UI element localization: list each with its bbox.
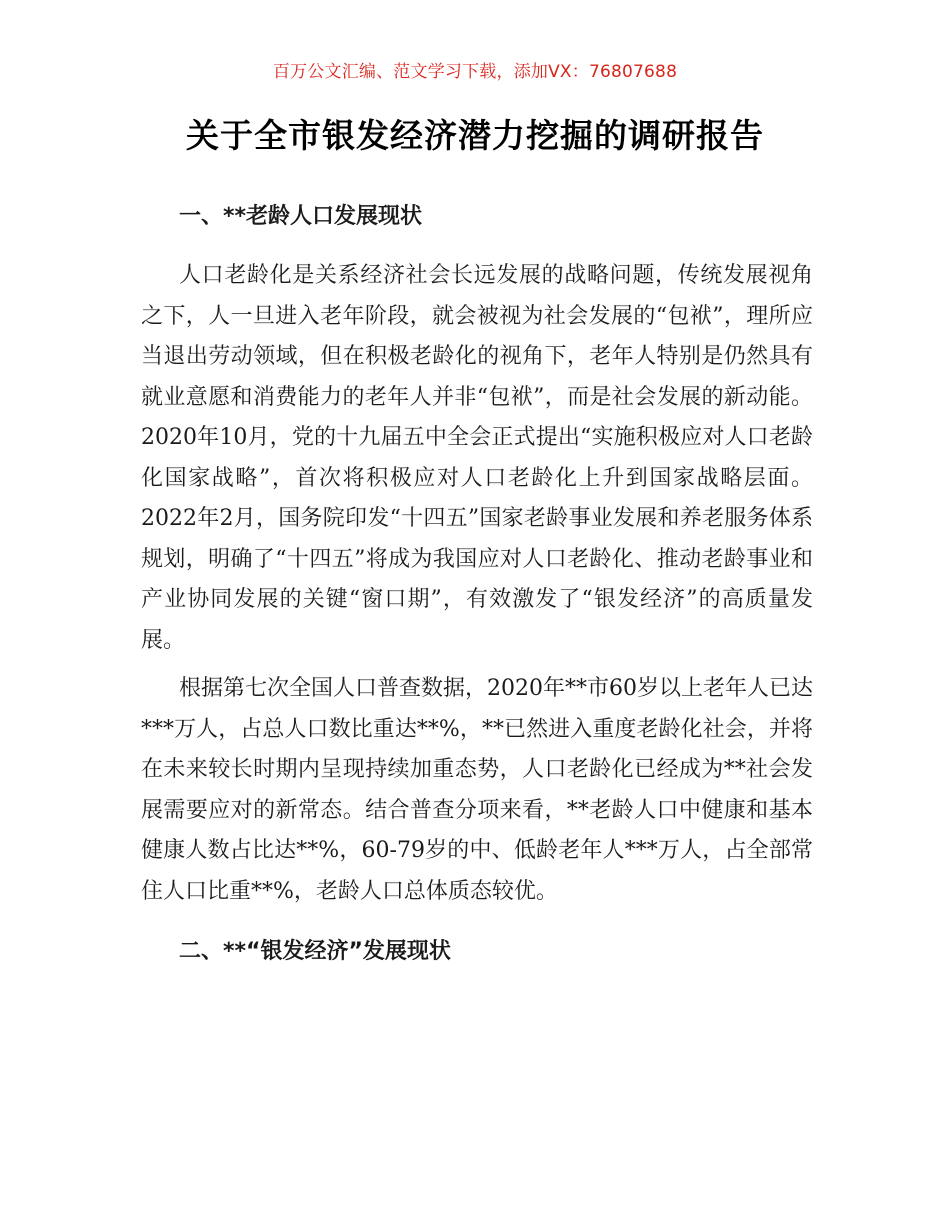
header-watermark-note: 百万公文汇编、范文学习下载，添加VX：76807688 bbox=[272, 62, 678, 82]
section-heading-2: 二、**“银发经济”发展现状 bbox=[179, 939, 451, 964]
document-body bbox=[141, 195, 813, 991]
body-paragraph-2: 根据第七次全国人口普查数据，2020年**市60岁以上老年人已达***万人，占总人口数比重达**%，**已然进入重度老龄化社会，并将在未来较长时期内呈现持续加重态势，人口老龄化已经成为**社会发展需要应对的新常态。结合普查分项来看，**老龄人口中健康和基本健康人数占比达**%，60-79岁的中、低龄老年人***万人，占全部常住人口比重**%，老龄人口总体质态较优。 bbox=[141, 676, 813, 904]
document-title: 关于全市银发经济潜力挖掘的调研报告 bbox=[186, 116, 764, 155]
section-heading-1: 一、**老龄人口发展现状 bbox=[179, 204, 423, 229]
body-paragraph-1: 人口老龄化是关系经济社会长远发展的战略问题，传统发展视角之下，人一旦进入老年阶段，就会被视为社会发展的“包袱”，理所应当退出劳动领域，但在积极老龄化的视角下，老年人特别是仍然具有就业意愿和消费能力的老年人并非“包袱”，而是社会发展的新动能。2020年10月，党的十九届五中全会正式提出“实施积极应对人口老龄化国家战略”，首次将积极应对人口老龄化上升到国家战略层面。2022年2月，国务院印发“十四五”国家老龄事业发展和养老服务体系规划，明确了“十四五”将成为我国应对人口老龄化、推动老龄事业和产业协同发展的关键“窗口期”，有效激发了“银发经济”的高质量发展。 bbox=[141, 263, 813, 653]
